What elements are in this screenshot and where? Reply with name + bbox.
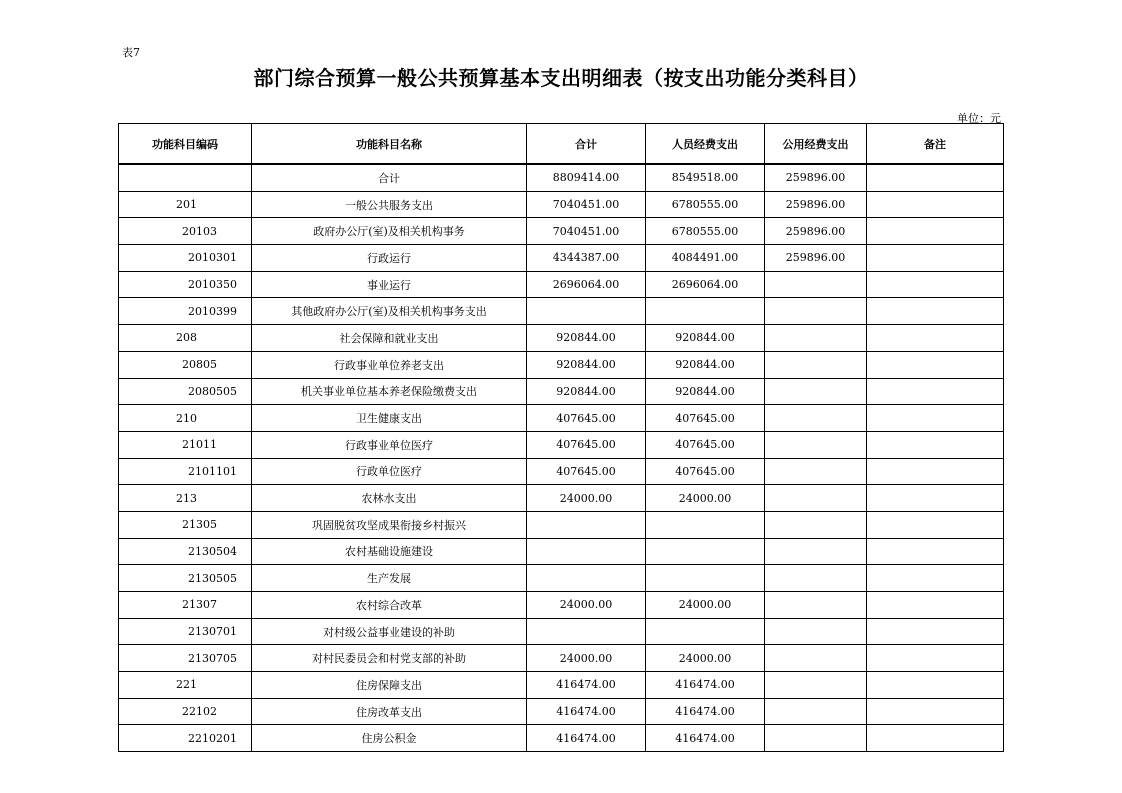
- table-row: [119, 431, 1004, 458]
- cell-name: 其他政府办公厅(室)及相关机构事务支出: [252, 298, 527, 325]
- cell-code: 2130504: [119, 538, 252, 565]
- cell-public: [765, 565, 867, 592]
- table-body: [119, 164, 1004, 752]
- cell-code: 2101101: [119, 458, 252, 485]
- table-number: 表7: [122, 46, 140, 59]
- cell-total: 920844.00: [527, 378, 646, 405]
- cell-total: 416474.00: [527, 725, 646, 752]
- cell-total: [527, 618, 646, 645]
- table-row: [119, 245, 1004, 272]
- column-header-code: 功能科目编码: [119, 124, 252, 165]
- cell-name: 合计: [252, 164, 527, 191]
- cell-public: [765, 458, 867, 485]
- column-header-note: 备注: [867, 124, 1004, 165]
- cell-personnel: 24000.00: [646, 645, 765, 672]
- cell-note: [867, 618, 1004, 645]
- cell-name: 社会保障和就业支出: [252, 325, 527, 352]
- budget-table: [118, 123, 1004, 752]
- cell-total: 24000.00: [527, 645, 646, 672]
- cell-note: [867, 725, 1004, 752]
- cell-name: 农林水支出: [252, 485, 527, 512]
- cell-total: 8809414.00: [527, 164, 646, 191]
- cell-code: 2210201: [119, 725, 252, 752]
- cell-name: 行政事业单位医疗: [252, 431, 527, 458]
- table-row: [119, 618, 1004, 645]
- cell-code: 22102: [119, 698, 252, 725]
- cell-total: [527, 538, 646, 565]
- cell-code: 208: [119, 325, 252, 352]
- cell-public: [765, 325, 867, 352]
- cell-note: [867, 298, 1004, 325]
- cell-public: [765, 271, 867, 298]
- table-row: [119, 725, 1004, 752]
- cell-public: [765, 378, 867, 405]
- cell-name: 事业运行: [252, 271, 527, 298]
- cell-note: [867, 485, 1004, 512]
- cell-total: 407645.00: [527, 405, 646, 432]
- table-row: [119, 405, 1004, 432]
- cell-public: [765, 672, 867, 699]
- cell-personnel: 920844.00: [646, 325, 765, 352]
- unit-label: 单位：元: [957, 112, 1001, 125]
- cell-personnel: 6780555.00: [646, 218, 765, 245]
- cell-personnel: [646, 298, 765, 325]
- table-row: [119, 565, 1004, 592]
- table-row: [119, 698, 1004, 725]
- table-row: [119, 592, 1004, 619]
- table-row: [119, 645, 1004, 672]
- cell-code: 213: [119, 485, 252, 512]
- cell-name: 住房改革支出: [252, 698, 527, 725]
- cell-public: [765, 698, 867, 725]
- cell-public: [765, 618, 867, 645]
- cell-note: [867, 565, 1004, 592]
- cell-public: [765, 725, 867, 752]
- cell-public: [765, 351, 867, 378]
- cell-personnel: 920844.00: [646, 378, 765, 405]
- cell-public: 259896.00: [765, 191, 867, 218]
- cell-public: [765, 405, 867, 432]
- table-row: [119, 218, 1004, 245]
- cell-total: 920844.00: [527, 325, 646, 352]
- cell-note: [867, 698, 1004, 725]
- cell-name: 行政单位医疗: [252, 458, 527, 485]
- cell-total: 7040451.00: [527, 218, 646, 245]
- cell-total: 407645.00: [527, 458, 646, 485]
- cell-total: 24000.00: [527, 592, 646, 619]
- cell-name: 政府办公厅(室)及相关机构事务: [252, 218, 527, 245]
- table-row: [119, 511, 1004, 538]
- cell-note: [867, 218, 1004, 245]
- table-row: [119, 164, 1004, 191]
- cell-note: [867, 191, 1004, 218]
- cell-public: [765, 645, 867, 672]
- cell-name: 农村综合改革: [252, 592, 527, 619]
- cell-code: 2010350: [119, 271, 252, 298]
- column-header-public: 公用经费支出: [765, 124, 867, 165]
- cell-personnel: 920844.00: [646, 351, 765, 378]
- cell-note: [867, 351, 1004, 378]
- cell-personnel: 407645.00: [646, 431, 765, 458]
- cell-name: 对村民委员会和村党支部的补助: [252, 645, 527, 672]
- cell-code: 2010301: [119, 245, 252, 272]
- table-row: [119, 298, 1004, 325]
- cell-personnel: 407645.00: [646, 458, 765, 485]
- cell-total: 416474.00: [527, 672, 646, 699]
- column-header-personnel: 人员经费支出: [646, 124, 765, 165]
- cell-personnel: 416474.00: [646, 672, 765, 699]
- cell-note: [867, 672, 1004, 699]
- cell-name: 行政事业单位养老支出: [252, 351, 527, 378]
- cell-total: [527, 511, 646, 538]
- cell-note: [867, 325, 1004, 352]
- cell-total: 920844.00: [527, 351, 646, 378]
- table-header-row: [119, 124, 1004, 165]
- cell-public: 259896.00: [765, 245, 867, 272]
- cell-note: [867, 538, 1004, 565]
- cell-public: [765, 485, 867, 512]
- cell-note: [867, 378, 1004, 405]
- cell-code: 201: [119, 191, 252, 218]
- cell-code: 2130505: [119, 565, 252, 592]
- cell-note: [867, 431, 1004, 458]
- cell-personnel: [646, 511, 765, 538]
- table-row: [119, 191, 1004, 218]
- cell-personnel: 24000.00: [646, 485, 765, 512]
- cell-total: 407645.00: [527, 431, 646, 458]
- cell-note: [867, 458, 1004, 485]
- cell-total: [527, 298, 646, 325]
- column-header-total: 合计: [527, 124, 646, 165]
- cell-name: 生产发展: [252, 565, 527, 592]
- cell-code: 210: [119, 405, 252, 432]
- cell-note: [867, 405, 1004, 432]
- cell-personnel: [646, 565, 765, 592]
- cell-code: 221: [119, 672, 252, 699]
- cell-name: 住房保障支出: [252, 672, 527, 699]
- cell-total: 2696064.00: [527, 271, 646, 298]
- cell-name: 住房公积金: [252, 725, 527, 752]
- table-row: [119, 325, 1004, 352]
- cell-personnel: 4084491.00: [646, 245, 765, 272]
- cell-public: 259896.00: [765, 218, 867, 245]
- cell-total: 24000.00: [527, 485, 646, 512]
- cell-name: 巩固脱贫攻坚成果衔接乡村振兴: [252, 511, 527, 538]
- cell-personnel: 416474.00: [646, 725, 765, 752]
- cell-note: [867, 271, 1004, 298]
- cell-personnel: [646, 538, 765, 565]
- cell-public: [765, 511, 867, 538]
- cell-code: 21305: [119, 511, 252, 538]
- table-row: [119, 538, 1004, 565]
- cell-code: 20103: [119, 218, 252, 245]
- cell-code: 2130705: [119, 645, 252, 672]
- cell-note: [867, 164, 1004, 191]
- cell-name: 行政运行: [252, 245, 527, 272]
- cell-name: 农村基础设施建设: [252, 538, 527, 565]
- cell-note: [867, 592, 1004, 619]
- cell-name: 一般公共服务支出: [252, 191, 527, 218]
- column-header-name: 功能科目名称: [252, 124, 527, 165]
- cell-code: 2010399: [119, 298, 252, 325]
- cell-code: 21011: [119, 431, 252, 458]
- cell-name: 卫生健康支出: [252, 405, 527, 432]
- cell-note: [867, 645, 1004, 672]
- cell-name: 对村级公益事业建设的补助: [252, 618, 527, 645]
- cell-public: [765, 592, 867, 619]
- cell-public: [765, 298, 867, 325]
- cell-name: 机关事业单位基本养老保险缴费支出: [252, 378, 527, 405]
- cell-personnel: 6780555.00: [646, 191, 765, 218]
- cell-personnel: 407645.00: [646, 405, 765, 432]
- table-row: [119, 351, 1004, 378]
- table-row: [119, 458, 1004, 485]
- cell-total: [527, 565, 646, 592]
- page-title: 部门综合预算一般公共预算基本支出明细表（按支出功能分类科目）: [253, 66, 869, 90]
- table-row: [119, 485, 1004, 512]
- cell-total: 7040451.00: [527, 191, 646, 218]
- cell-public: [765, 431, 867, 458]
- cell-note: [867, 511, 1004, 538]
- cell-total: 416474.00: [527, 698, 646, 725]
- table-row: [119, 672, 1004, 699]
- cell-personnel: 416474.00: [646, 698, 765, 725]
- cell-public: [765, 538, 867, 565]
- cell-code: 2130701: [119, 618, 252, 645]
- cell-personnel: 24000.00: [646, 592, 765, 619]
- cell-personnel: 8549518.00: [646, 164, 765, 191]
- cell-code: 2080505: [119, 378, 252, 405]
- cell-code: [119, 164, 252, 191]
- cell-total: 4344387.00: [527, 245, 646, 272]
- cell-public: 259896.00: [765, 164, 867, 191]
- table-row: [119, 271, 1004, 298]
- cell-personnel: 2696064.00: [646, 271, 765, 298]
- cell-code: 20805: [119, 351, 252, 378]
- cell-personnel: [646, 618, 765, 645]
- cell-note: [867, 245, 1004, 272]
- cell-code: 21307: [119, 592, 252, 619]
- table-row: [119, 378, 1004, 405]
